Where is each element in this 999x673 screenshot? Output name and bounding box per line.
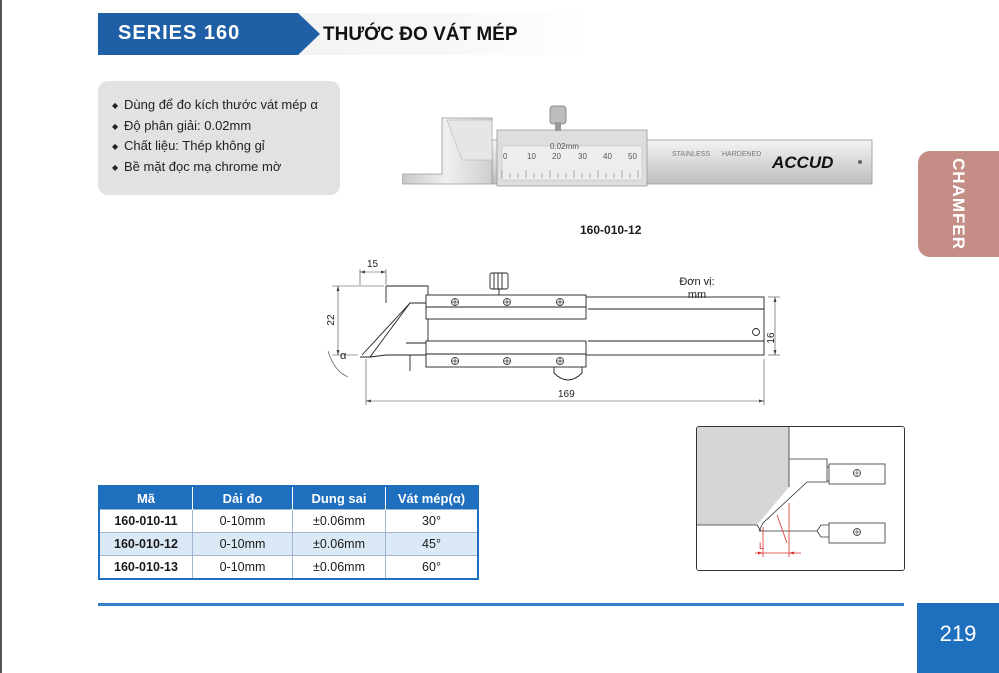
range-cell: 0-10mm — [193, 533, 293, 556]
column-header: Vát mép(α) — [386, 486, 479, 510]
accud-logo: ACCUD — [772, 153, 834, 172]
page-edge-rule — [0, 0, 2, 673]
dim-length-label: 169 — [558, 389, 575, 400]
table-row — [99, 556, 478, 580]
table-header-row — [99, 486, 478, 510]
tolerance-cell: ±0.06mm — [293, 510, 386, 533]
photo-stainless-text: STAINLESS — [672, 151, 710, 158]
series-banner — [98, 13, 588, 55]
unit-value: mm — [687, 289, 707, 301]
model-code-cell: 160-010-13 — [99, 556, 193, 580]
feature-item: ◆ Độ phân giải: 0.02mm — [112, 116, 340, 137]
table-row — [99, 533, 478, 556]
feature-item: ◆ Chất liệu: Thép không gỉ — [112, 136, 340, 157]
product-photo — [402, 100, 877, 198]
diamond-bullet-icon: ◆ — [112, 142, 119, 151]
inset-dim-label: L — [759, 541, 765, 551]
dim-left-label: 22 — [326, 314, 337, 326]
photo-scale-number: 0 — [503, 152, 508, 161]
column-header: Dung sai — [293, 486, 386, 510]
page-number: 219 — [939, 621, 977, 646]
chamfer-angle-cell: 30° — [386, 510, 479, 533]
banner-arrow — [298, 13, 320, 55]
photo-scale-number: 50 — [628, 152, 637, 161]
photo-scale-number: 10 — [527, 152, 536, 161]
table-row — [99, 510, 478, 533]
tolerance-cell: ±0.06mm — [293, 556, 386, 580]
chamfer-angle-cell: 60° — [386, 556, 479, 580]
feature-item: ◆ Dùng để đo kích thước vát mép α — [112, 95, 340, 116]
tolerance-cell: ±0.06mm — [293, 533, 386, 556]
range-cell: 0-10mm — [193, 556, 293, 580]
photo-scale-number: 20 — [552, 152, 561, 161]
features-list — [98, 81, 340, 177]
features-box — [98, 81, 340, 195]
model-code-cell: 160-010-12 — [99, 533, 193, 556]
diamond-bullet-icon: ◆ — [112, 162, 119, 172]
photo-scale-number: 30 — [578, 152, 587, 161]
spec-table — [98, 485, 479, 580]
photo-scale-label: 0.02mm — [550, 142, 579, 151]
page-number-box — [917, 603, 999, 673]
angle-label: α — [340, 350, 347, 362]
photo-hardened-text: HARDENED — [722, 151, 762, 158]
chamfer-angle-cell: 45° — [386, 533, 479, 556]
product-title: THƯỚC ĐO VÁT MÉP — [323, 24, 518, 45]
chamfer-side-tab — [918, 151, 999, 257]
column-header: Dải đo — [193, 486, 293, 510]
inset-drawing — [697, 427, 904, 570]
dim-right-label: 16 — [766, 332, 777, 344]
chamfer-detail-inset — [696, 426, 905, 571]
photo-scale-number: 40 — [603, 152, 612, 161]
unit-note — [672, 276, 722, 302]
diamond-bullet-icon: ◆ — [112, 101, 119, 110]
feature-item: ◆ Bề mặt đọc mạ chrome mờ — [112, 157, 340, 178]
diamond-bullet-icon: ◆ — [112, 121, 119, 131]
footer-rule — [98, 603, 904, 606]
series-label: SERIES 160 — [118, 22, 241, 44]
column-header: Mã — [99, 486, 193, 510]
unit-label: Đơn vị: — [679, 276, 715, 288]
model-code-cell: 160-010-11 — [99, 510, 193, 533]
photo-caption: 160-010-12 — [580, 223, 642, 237]
range-cell: 0-10mm — [193, 510, 293, 533]
chamfer-tab-label: CHAMFER — [949, 158, 968, 250]
dim-top-label: 15 — [367, 259, 379, 270]
